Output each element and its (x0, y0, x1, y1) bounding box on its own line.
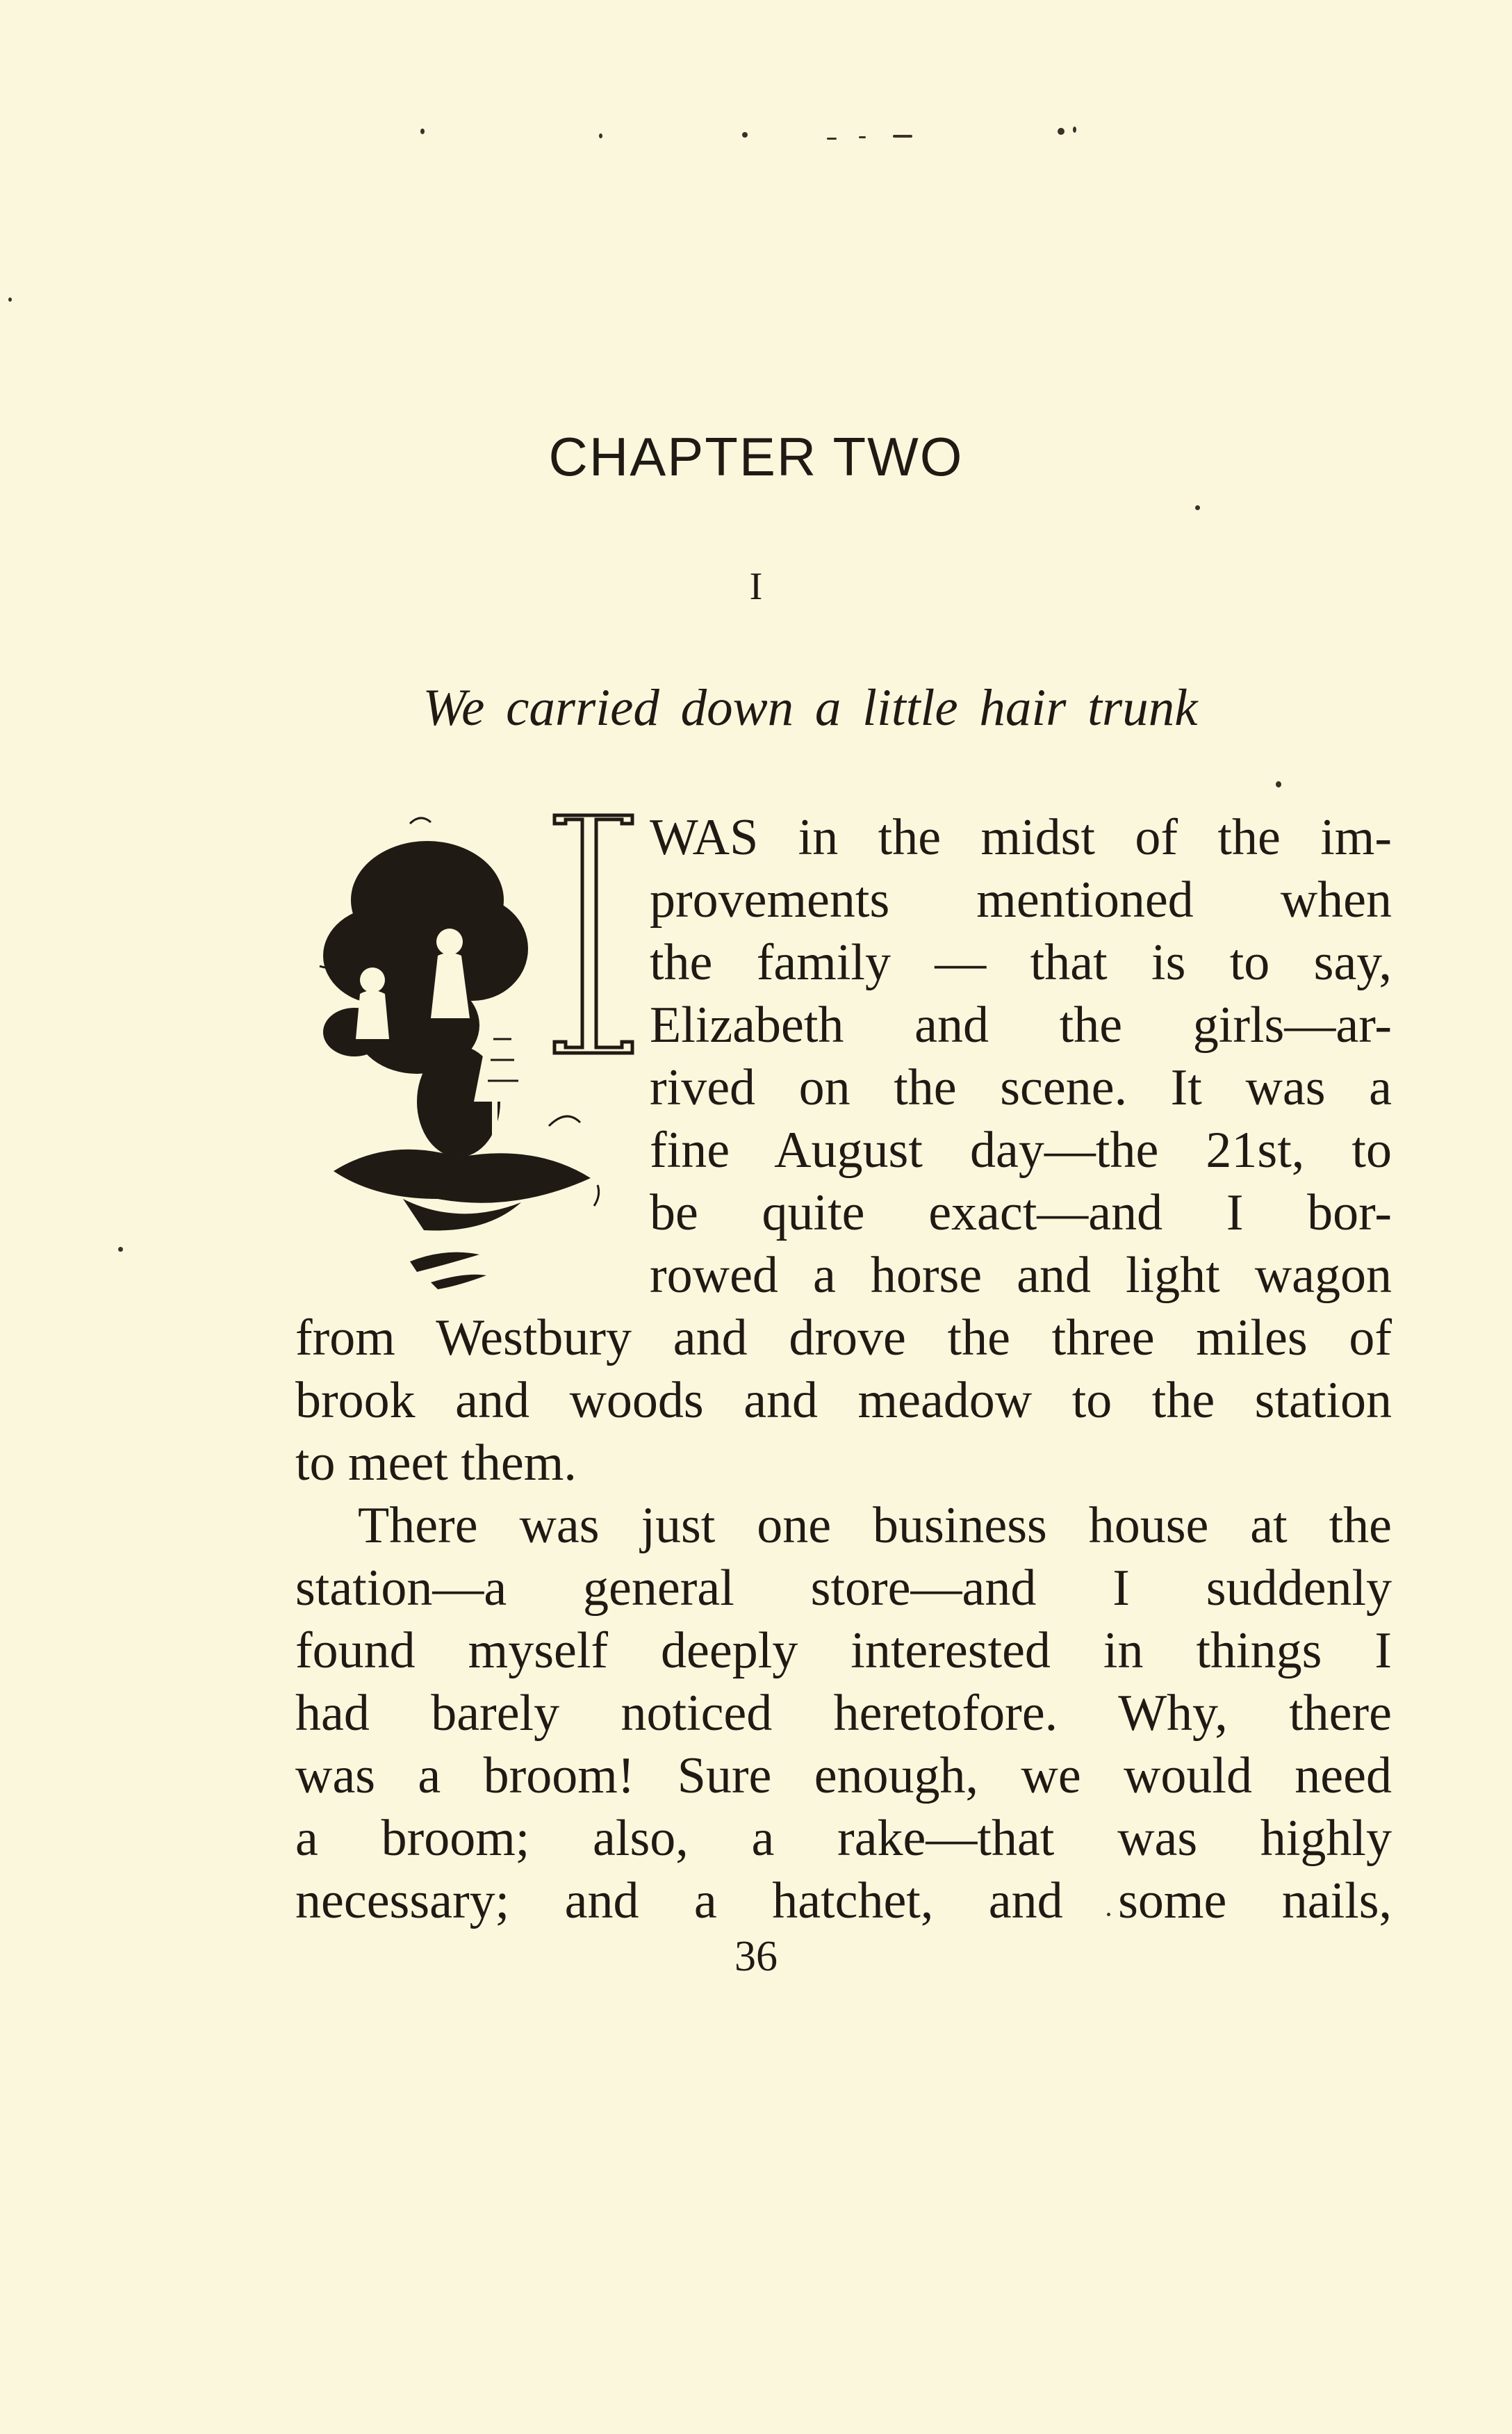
text-line: had barely noticed heretofore. Why, there (295, 1685, 1392, 1742)
text-line: brook and woods and meadow to the station (295, 1372, 1392, 1429)
text-line: Elizabeth and the girls—ar- (650, 997, 1392, 1054)
chapter-title: CHAPTER TWO (548, 426, 964, 487)
text-line: fine August day—the 21st, to (650, 1122, 1392, 1179)
text-line: rived on the scene. It was a (650, 1059, 1392, 1116)
text-line: station—a general store—and I suddenly (295, 1560, 1392, 1617)
text-line: provements mentioned when (650, 872, 1392, 929)
page-number: 36 (734, 1933, 778, 1980)
text-line: from Westbury and drove the three miles of (295, 1309, 1392, 1366)
text-line: be quite exact—and I bor- (650, 1184, 1392, 1241)
text-line: a broom; also, a rake—that was highly (295, 1810, 1392, 1867)
text-line: the family — that is to say, (650, 934, 1392, 991)
text-line: found myself deeply interested in things I (295, 1622, 1392, 1679)
section-number: I (749, 565, 763, 608)
drop-cap-illustration (306, 810, 646, 1310)
text-line: to meet them. (295, 1435, 577, 1492)
drop-cap-letter: I (585, 936, 593, 961)
text-line: necessary; and a hatchet, and some nails, (295, 1872, 1392, 1929)
text-line: There was just one business house at the (358, 1497, 1392, 1554)
text-line: rowed a horse and light wagon (650, 1247, 1392, 1304)
text-line: WAS in the midst of the im- (650, 809, 1392, 866)
text-line: was a broom! Sure enough, we would need (295, 1747, 1392, 1804)
section-subtitle: We carried down a little hair trunk (422, 679, 1198, 737)
